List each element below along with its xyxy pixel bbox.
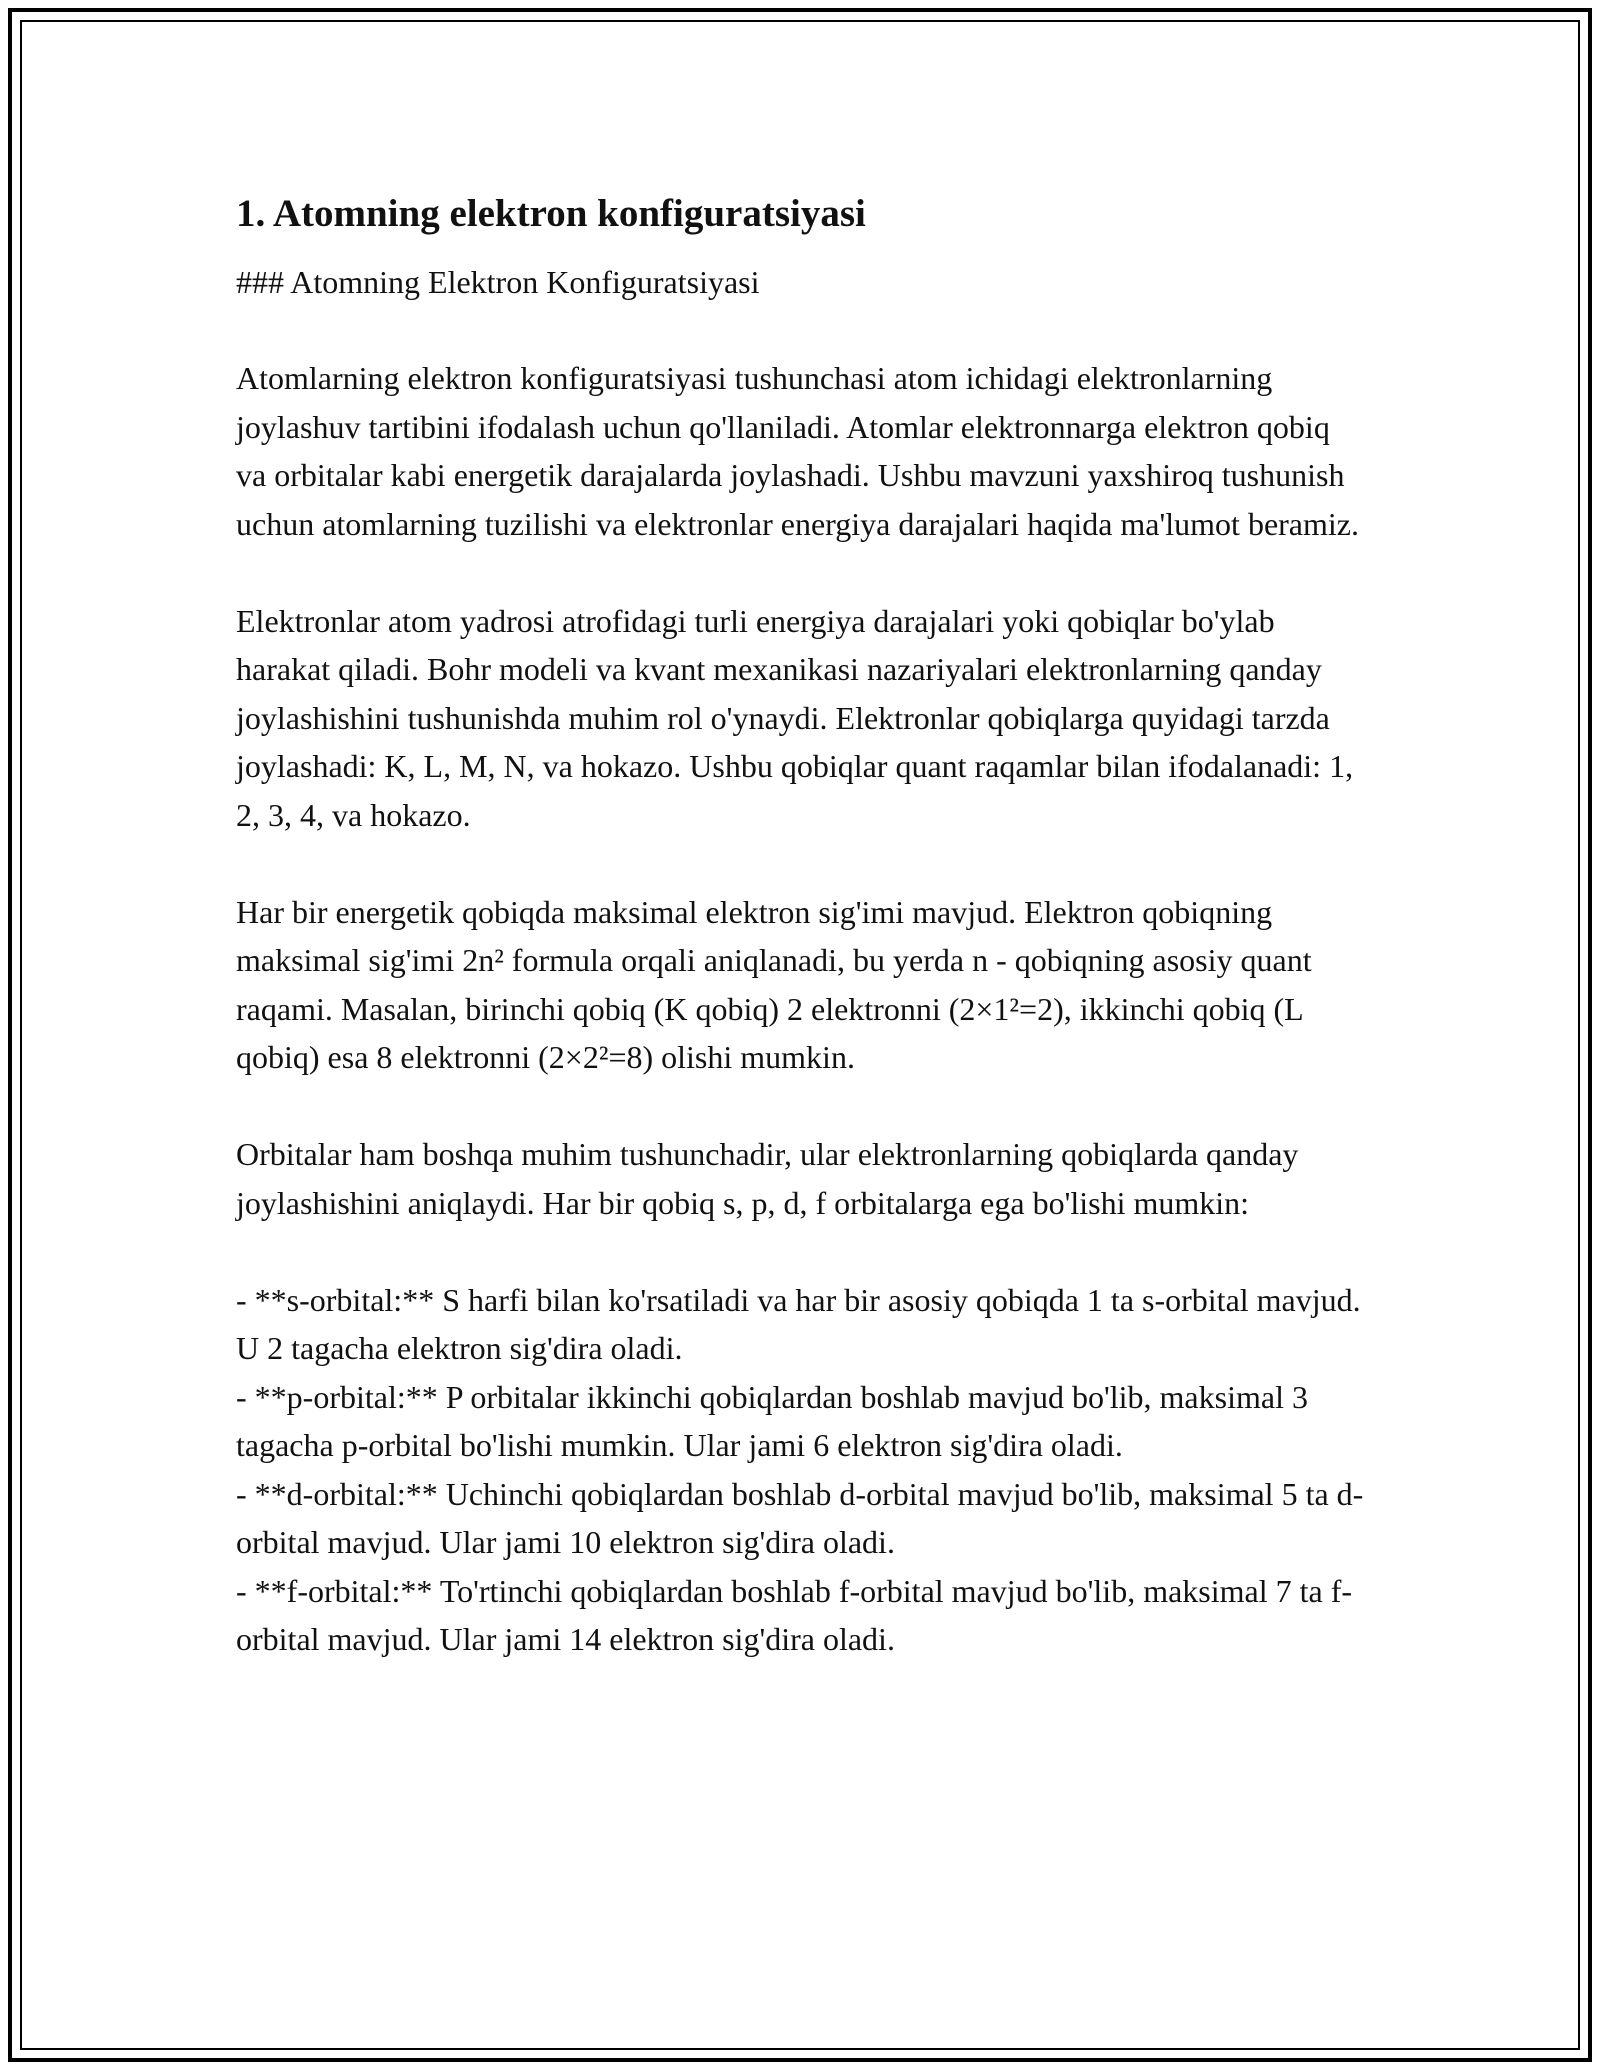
- list-item-s-orbital: - **s-orbital:** S harfi bilan ko'rsatiladi va har bir asosiy qobiqda 1 ta s-orbital mavjud. U 2 tagacha elektron sig'dira oladi.: [236, 1281, 1361, 1366]
- document-title: 1. Atomning elektron konfiguratsiyasi: [236, 192, 866, 235]
- paragraph-capacity: Har bir energetik qobiqda maksimal elektron sig'imi mavjud. Elektron qobiqning maksimal sig'imi 2n² formula orqali aniqlanadi, bu yerda n - qobiqning asosiy quant raqami. Masalan, birinchi qobiq (K qobiq) 2 elektronni (2×1²=2), ikkinchi qobiq (L qobiq) esa 8 elektronni (2×2²=8) olishi mumkin.: [236, 893, 1312, 1075]
- document-body: [236, 190, 1366, 1664]
- paragraph-shells: Elektronlar atom yadrosi atrofidagi turli energiya darajalari yoki qobiqlar bo'ylab harakat qiladi. Bohr modeli va kvant mexanikasi nazariyalari elektronlarning qanday joylashishini tushunishda muhim rol o'ynaydi. Elektronlar qobiqlarga quyidagi tarzda joylashadi: K, L, M, N, va hokazo. Ushbu qobiqlar quant raqamlar bilan ifodalanadi: 1, 2, 3, 4, va hokazo.: [236, 602, 1354, 833]
- document-subheading: ### Atomning Elektron Konfiguratsiyasi: [236, 264, 760, 300]
- paragraph-orbitals: Orbitalar ham boshqa muhim tushunchadir, ular elektronlarning qobiqlarda qanday joylashishini aniqlaydi. Har bir qobiq s, p, d, f orbitalarga ega bo'lishi mumkin:: [236, 1136, 1299, 1221]
- list-item-p-orbital: - **p-orbital:** P orbitalar ikkinchi qobiqlardan boshlab mavjud bo'lib, maksimal 3 tagacha p-orbital bo'lishi mumkin. Ular jami 6 elektron sig'dira oladi.: [236, 1378, 1308, 1463]
- orbital-list: [236, 1276, 1366, 1664]
- paragraph-introduction: Atomlarning elektron konfiguratsiyasi tushunchasi atom ichidagi elektronlarning joylashuv tartibini ifodalash uchun qo'llaniladi. Atomlar elektronnarga elektron qobiq va orbitalar kabi energetik darajalarda joylashadi. Ushbu mavzuni yaxshiroq tushunish uchun atomlarning tuzilishi va elektronlar energiya darajalari haqida ma'lumot beramiz.: [236, 360, 1359, 542]
- list-item-f-orbital: - **f-orbital:** To'rtinchi qobiqlardan boshlab f-orbital mavjud bo'lib, maksimal 7 ta f-orbital mavjud. Ular jami 14 elektron sig'dira oladi.: [236, 1572, 1353, 1657]
- list-item-d-orbital: - **d-orbital:** Uchinchi qobiqlardan boshlab d-orbital mavjud bo'lib, maksimal 5 ta d-orbital mavjud. Ular jami 10 elektron sig'dira oladi.: [236, 1475, 1364, 1560]
